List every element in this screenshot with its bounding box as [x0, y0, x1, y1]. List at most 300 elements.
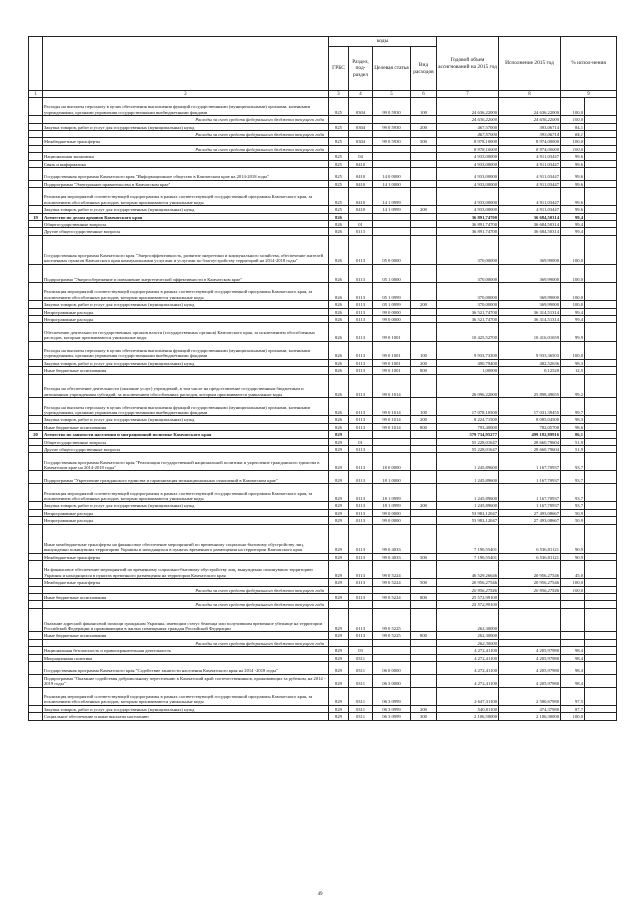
row-razdel	[349, 130, 373, 137]
row-number	[29, 367, 43, 374]
row-razdel: 0113	[349, 341, 373, 359]
row-expense-type	[411, 674, 437, 687]
row-name: Межбюджетные трансферты	[43, 579, 329, 586]
row-target-article: 99 0 0000	[373, 308, 411, 315]
row-number	[29, 167, 43, 180]
table-row	[29, 367, 617, 374]
row-percent: 100,0	[561, 145, 585, 152]
row-target-article	[373, 601, 411, 608]
row-blank-cell	[585, 153, 617, 160]
table-row	[29, 423, 617, 430]
row-blank-cell	[585, 308, 617, 315]
row-fact: 369,99000	[499, 264, 561, 282]
table-row	[29, 228, 617, 235]
row-plan: 4 272,41100	[437, 654, 499, 661]
row-percent: 100,0	[561, 579, 585, 586]
row-grbs: 829	[329, 471, 349, 484]
row-fact: 24 636,22000	[499, 116, 561, 123]
row-expense-type	[411, 308, 437, 315]
row-expense-type	[411, 484, 437, 502]
row-fact: 36 684,50314	[499, 213, 561, 220]
row-plan: 793,40000	[437, 423, 499, 430]
row-percent: 100,0	[561, 586, 585, 593]
row-name: Закупка товаров, работ и услуг для государственных (муниципальных) нужд	[43, 502, 329, 509]
column-number: 6	[411, 91, 437, 98]
row-percent: 100,0	[561, 713, 585, 720]
row-grbs: 826	[329, 367, 349, 374]
row-fact: 499 182,89916	[499, 431, 561, 438]
row-plan: 2 106,50000	[437, 713, 499, 720]
row-fact: 782,05700	[499, 423, 561, 430]
row-grbs: 826	[329, 221, 349, 228]
row-expense-type	[411, 145, 437, 152]
row-grbs	[329, 145, 349, 152]
row-number	[29, 632, 43, 639]
row-number	[29, 145, 43, 152]
row-name: Общегосударственные вопросы	[43, 438, 329, 445]
row-razdel: 0311	[349, 705, 373, 712]
row-target-article: 14 0 0000	[373, 167, 411, 180]
row-razdel: 0113	[349, 471, 373, 484]
row-razdel	[349, 601, 373, 608]
row-grbs: 826	[329, 398, 349, 416]
row-number	[29, 639, 43, 646]
row-plan: 7 190,55401	[437, 524, 499, 553]
row-target-article: 18 1 0000	[373, 471, 411, 484]
row-razdel: 0113	[349, 453, 373, 471]
header-fact: Исполнение 2015 год	[499, 37, 561, 91]
row-target-article	[373, 228, 411, 235]
row-blank-cell	[585, 213, 617, 220]
row-percent: 93,7	[561, 484, 585, 502]
row-target-article	[373, 160, 411, 167]
row-number	[29, 130, 43, 137]
row-expense-type: 200	[411, 206, 437, 213]
row-fact: 27 493,08667	[499, 509, 561, 516]
row-number	[29, 654, 43, 661]
row-fact: 1 167,70937	[499, 453, 561, 471]
row-expense-type: 100	[411, 98, 437, 116]
row-razdel: 0304	[349, 138, 373, 145]
table-row	[29, 130, 617, 137]
row-blank-cell	[585, 484, 617, 502]
row-fact: 8 085,04500	[499, 416, 561, 423]
row-percent	[561, 594, 585, 601]
row-percent: 100,0	[561, 264, 585, 282]
row-target-article: 06 0 0000	[373, 661, 411, 674]
row-fact: 28 660,79604	[499, 438, 561, 445]
table-row	[29, 687, 617, 705]
row-razdel: 0410	[349, 160, 373, 167]
row-plan: 1 245,89600	[437, 453, 499, 471]
budget-table-sheet	[28, 36, 616, 721]
row-percent	[561, 632, 585, 639]
row-expense-type: 100	[411, 398, 437, 416]
row-razdel: 0410	[349, 206, 373, 213]
row-blank-cell	[585, 228, 617, 235]
row-target-article	[373, 445, 411, 452]
row-blank-cell	[585, 586, 617, 593]
row-expense-type	[411, 608, 437, 632]
row-plan: 36 891,74700	[437, 213, 499, 220]
row-grbs: 825	[329, 180, 349, 187]
row-name: Межбюджетные трансферты	[43, 138, 329, 145]
row-blank-cell	[585, 647, 617, 654]
row-number	[29, 341, 43, 359]
table-row	[29, 153, 617, 160]
row-fact	[499, 608, 561, 632]
row-percent: 97,5	[561, 687, 585, 705]
row-name: Национальная экономика	[43, 153, 329, 160]
column-number: 3	[329, 91, 349, 98]
row-target-article: 99 0 5225	[373, 632, 411, 639]
row-blank-cell	[585, 160, 617, 167]
row-name: Расходы за счет средств федерального бюджета текущего года	[43, 145, 329, 152]
row-plan: 53 982,12047	[437, 517, 499, 524]
row-blank-cell	[585, 517, 617, 524]
row-blank-cell	[585, 561, 617, 579]
row-percent: 87,7	[561, 705, 585, 712]
row-percent: 98,3	[561, 359, 585, 366]
row-razdel: 0113	[349, 308, 373, 315]
row-expense-type	[411, 524, 437, 553]
row-fact: 9 933,36503	[499, 341, 561, 359]
row-razdel: 0113	[349, 509, 373, 516]
page-number: 49	[317, 892, 323, 897]
row-target-article: 05 1 0999	[373, 301, 411, 308]
row-number	[29, 228, 43, 235]
row-plan: 4 933,00000	[437, 160, 499, 167]
row-grbs: 829	[329, 431, 349, 438]
row-blank-cell	[585, 438, 617, 445]
row-name: Государственная программа Камчатского края "Энергоэффективность, развитие энергетики и коммунального хозяйства, обеспечение жителей населенных пунктов Камчатского края коммунальными услугами и услугами по благоустройству территорий на 2014-2018 годы"	[43, 235, 329, 264]
table-row	[29, 431, 617, 438]
row-name: Другие общегосударственные вопросы	[43, 228, 329, 235]
row-target-article: 05 1 0000	[373, 264, 411, 282]
row-percent: 99,6	[561, 188, 585, 206]
row-grbs: 825	[329, 153, 349, 160]
row-expense-type: 800	[411, 594, 437, 601]
row-plan: 4 272,41100	[437, 647, 499, 654]
row-name: Агентство по делам архивов Камчатского края	[43, 213, 329, 220]
row-blank-cell	[585, 674, 617, 687]
row-plan: 1 245,89600	[437, 471, 499, 484]
table-row	[29, 639, 617, 646]
row-expense-type: 500	[411, 579, 437, 586]
row-number	[29, 98, 43, 116]
row-fact: 4 205,97980	[499, 647, 561, 654]
row-name: Расходы на обеспечение деятельности (оказание услуг) учреждений, в том числе на предоставление государственным бюджетным и автономным учреждениям субсидий, за исключением обособленных расходов, которым присваиваются уникальные коды	[43, 374, 329, 398]
row-target-article	[373, 213, 411, 220]
row-grbs: 829	[329, 517, 349, 524]
row-fact: 4 911,03447	[499, 160, 561, 167]
row-fact: 25 898,49655	[499, 374, 561, 398]
row-percent	[561, 601, 585, 608]
row-target-article: 99 0 0000	[373, 509, 411, 516]
row-blank-cell	[585, 316, 617, 323]
row-target-article	[373, 130, 411, 137]
row-name: Закупка товаров, работ и услуг для государственных (муниципальных) нужд	[43, 705, 329, 712]
row-fact: 36 684,50314	[499, 221, 561, 228]
row-razdel: 0311	[349, 654, 373, 661]
row-razdel	[349, 639, 373, 646]
row-number	[29, 713, 43, 720]
row-grbs: 826	[329, 323, 349, 341]
row-name: Расходы на выплаты персоналу в целях обеспечения выполнения функций государственными (муниципальными) органами, казенными учреждениями, органами управления государственными внебюджетными фондами	[43, 341, 329, 359]
table-row	[29, 398, 617, 416]
row-plan: 262,30000	[437, 608, 499, 632]
row-razdel: 0113	[349, 502, 373, 509]
row-fact	[499, 594, 561, 601]
row-name: Реализация мероприятий соответствующей подпрограммы в рамках соответствующей государственной программы Камчатского края, за исключением обособленных расходов, которым присваиваются уникальные коды	[43, 484, 329, 502]
row-fact: 20 956,27546	[499, 561, 561, 579]
row-expense-type: 800	[411, 632, 437, 639]
row-target-article: 99 0 5930	[373, 123, 411, 130]
row-expense-type: 800	[411, 367, 437, 374]
table-row	[29, 359, 617, 366]
row-percent: 99,2	[561, 374, 585, 398]
column-number-row	[29, 91, 617, 98]
row-razdel: 0113	[349, 632, 373, 639]
row-percent: 84,1	[561, 130, 585, 137]
row-name: Расходы за счет средств федерального бюджета текущего года	[43, 116, 329, 123]
row-fact: 24 636,22000	[499, 98, 561, 116]
row-blank-cell	[585, 374, 617, 398]
row-percent: 51,9	[561, 438, 585, 445]
row-plan: 4 933,00000	[437, 188, 499, 206]
row-name: Другие общегосударственные вопросы	[43, 445, 329, 452]
row-plan: 17 078,10500	[437, 398, 499, 416]
row-number	[29, 594, 43, 601]
table-row	[29, 654, 617, 661]
row-expense-type	[411, 235, 437, 264]
row-razdel: 0113	[349, 594, 373, 601]
row-razdel	[349, 431, 373, 438]
row-percent	[561, 639, 585, 646]
row-plan: 24 636,22000	[437, 116, 499, 123]
row-expense-type	[411, 188, 437, 206]
row-number	[29, 647, 43, 654]
row-target-article: 99 0 5930	[373, 138, 411, 145]
row-number	[29, 579, 43, 586]
row-razdel: 0113	[349, 561, 373, 579]
table-row	[29, 601, 617, 608]
table-row	[29, 647, 617, 654]
row-fact: 4 911,03447	[499, 167, 561, 180]
row-name: Расходы за счет средств федерального бюджета текущего года	[43, 586, 329, 593]
row-grbs	[329, 586, 349, 593]
row-number	[29, 301, 43, 308]
row-plan: 1 245,89600	[437, 484, 499, 502]
row-number	[29, 316, 43, 323]
row-name: Реализация мероприятий соответствующей подпрограммы в рамках соответствующей государственной программы Камчатского края, за исключением обособленных расходов, которым присваиваются уникальные коды	[43, 283, 329, 301]
row-fact: 393,06714	[499, 130, 561, 137]
row-target-article	[373, 153, 411, 160]
row-plan: 4 933,00000	[437, 206, 499, 213]
row-percent: 90,9	[561, 553, 585, 560]
row-plan: 1,00000	[437, 367, 499, 374]
row-grbs: 829	[329, 438, 349, 445]
table-row	[29, 374, 617, 398]
row-blank-cell	[585, 632, 617, 639]
row-razdel: 0113	[349, 445, 373, 452]
row-expense-type: 200	[411, 502, 437, 509]
row-target-article: 05 1 0999	[373, 283, 411, 301]
row-razdel: 0113	[349, 517, 373, 524]
row-expense-type	[411, 130, 437, 137]
row-razdel: 0113	[349, 398, 373, 416]
row-percent: 98,4	[561, 647, 585, 654]
row-blank-cell	[585, 445, 617, 452]
row-fact: 8 974,00000	[499, 145, 561, 152]
row-target-article	[373, 654, 411, 661]
row-percent: 98,4	[561, 661, 585, 674]
table-row	[29, 594, 617, 601]
row-plan: 4 272,41100	[437, 674, 499, 687]
row-name: Иные бюджетные ассигнования	[43, 367, 329, 374]
table-row	[29, 674, 617, 687]
row-blank-cell	[585, 235, 617, 264]
row-plan: 26 096,22000	[437, 374, 499, 398]
row-fact: 6 536,81121	[499, 553, 561, 560]
row-percent: 100,0	[561, 341, 585, 359]
row-percent: 50,9	[561, 509, 585, 516]
table-row	[29, 705, 617, 712]
row-blank-cell	[585, 167, 617, 180]
row-number	[29, 561, 43, 579]
row-expense-type	[411, 180, 437, 187]
row-name: Социальное обеспечение и иные выплаты населению	[43, 713, 329, 720]
row-expense-type	[411, 283, 437, 301]
row-name: Иные бюджетные ассигнования	[43, 594, 329, 601]
column-number: 9	[561, 91, 617, 98]
row-percent: 99,7	[561, 398, 585, 416]
row-name: Агентство по занятости населения и миграционной политике Камчатского края	[43, 431, 329, 438]
row-plan: 467,57000	[437, 130, 499, 137]
row-target-article: 99 0 5224	[373, 594, 411, 601]
table-row	[29, 713, 617, 720]
row-name: Расходы за счет средств федерального бюджета текущего года	[43, 601, 329, 608]
column-number: 1	[29, 91, 43, 98]
table-row	[29, 632, 617, 639]
row-expense-type	[411, 213, 437, 220]
row-number	[29, 471, 43, 484]
table-row	[29, 502, 617, 509]
row-razdel: 0113	[349, 524, 373, 553]
row-grbs: 826	[329, 235, 349, 264]
row-grbs: 829	[329, 445, 349, 452]
table-row	[29, 553, 617, 560]
row-blank-cell	[585, 221, 617, 228]
row-number	[29, 180, 43, 187]
row-expense-type	[411, 639, 437, 646]
row-percent: 99,4	[561, 308, 585, 315]
row-target-article: 06 3 0999	[373, 705, 411, 712]
table-body	[29, 98, 617, 721]
row-expense-type	[411, 323, 437, 341]
row-name: Государственная программа Камчатского края "Содействие занятости населения Камчатского края на 2014 -2018 годы"	[43, 661, 329, 674]
table-row	[29, 221, 617, 228]
table-row	[29, 579, 617, 586]
row-grbs: 829	[329, 661, 349, 674]
table-row	[29, 453, 617, 471]
table-row	[29, 213, 617, 220]
row-grbs: 829	[329, 509, 349, 516]
row-blank-cell	[585, 138, 617, 145]
row-target-article: 99 0 1001	[373, 341, 411, 359]
row-expense-type	[411, 509, 437, 516]
row-percent: 45,0	[561, 561, 585, 579]
row-number	[29, 160, 43, 167]
row-percent: 90,9	[561, 524, 585, 553]
table-row	[29, 608, 617, 632]
header-percent: % испол-нения	[561, 37, 617, 91]
row-fact: 4 911,03447	[499, 153, 561, 160]
row-fact: 4 205,97980	[499, 654, 561, 661]
row-expense-type	[411, 586, 437, 593]
row-plan: 20 956,27546	[437, 586, 499, 593]
row-plan: 490,79400	[437, 359, 499, 366]
row-percent: 100,0	[561, 98, 585, 116]
row-target-article	[373, 639, 411, 646]
row-percent: 99,6	[561, 160, 585, 167]
row-grbs: 829	[329, 561, 349, 579]
row-grbs: 826	[329, 308, 349, 315]
row-fact: 482,52636	[499, 359, 561, 366]
row-number	[29, 661, 43, 674]
row-blank-cell	[585, 687, 617, 705]
row-grbs: 829	[329, 524, 349, 553]
table-row	[29, 123, 617, 130]
row-razdel: 0113	[349, 359, 373, 366]
row-number	[29, 524, 43, 553]
row-grbs: 826	[329, 316, 349, 323]
row-razdel	[349, 116, 373, 123]
table-row	[29, 661, 617, 674]
table-row	[29, 316, 617, 323]
row-grbs: 829	[329, 594, 349, 601]
table-row	[29, 586, 617, 593]
row-number	[29, 374, 43, 398]
row-percent: 99,9	[561, 323, 585, 341]
row-blank-cell	[585, 130, 617, 137]
row-grbs: 826	[329, 374, 349, 398]
header-target-article: Целевая статья	[373, 47, 411, 91]
row-fact: 0,12520	[499, 367, 561, 374]
row-number: 19	[29, 213, 43, 220]
row-percent: 100,0	[561, 283, 585, 301]
row-percent: 51,9	[561, 445, 585, 452]
row-expense-type	[411, 687, 437, 705]
row-name: На финансовое обеспечение мероприятий по временному социально-бытовому обустройству лиц, вынужденно покинувших территорию Украины и находящихся в пунктах временного размещения на территории Камчатского края	[43, 561, 329, 579]
row-razdel: 0311	[349, 713, 373, 720]
row-percent: 99,4	[561, 228, 585, 235]
row-expense-type: 800	[411, 423, 437, 430]
row-fact: 6 536,81121	[499, 524, 561, 553]
row-razdel: 0304	[349, 123, 373, 130]
row-plan: 55 228,01647	[437, 438, 499, 445]
row-blank-cell	[585, 654, 617, 661]
row-expense-type	[411, 471, 437, 484]
row-percent: 98,3	[561, 416, 585, 423]
row-fact: 36 314,51314	[499, 308, 561, 315]
row-fact: 369,99000	[499, 283, 561, 301]
row-name: Оказание адресной финансовой помощи гражданам Украины, имеющим статус беженца или получившим временное убежище на территории Российской Федерации и проживающим в жилых помещениях граждан Российской Федерации	[43, 608, 329, 632]
table-row	[29, 561, 617, 579]
row-grbs: 825	[329, 98, 349, 116]
row-razdel: 0113	[349, 416, 373, 423]
row-grbs: 829	[329, 705, 349, 712]
